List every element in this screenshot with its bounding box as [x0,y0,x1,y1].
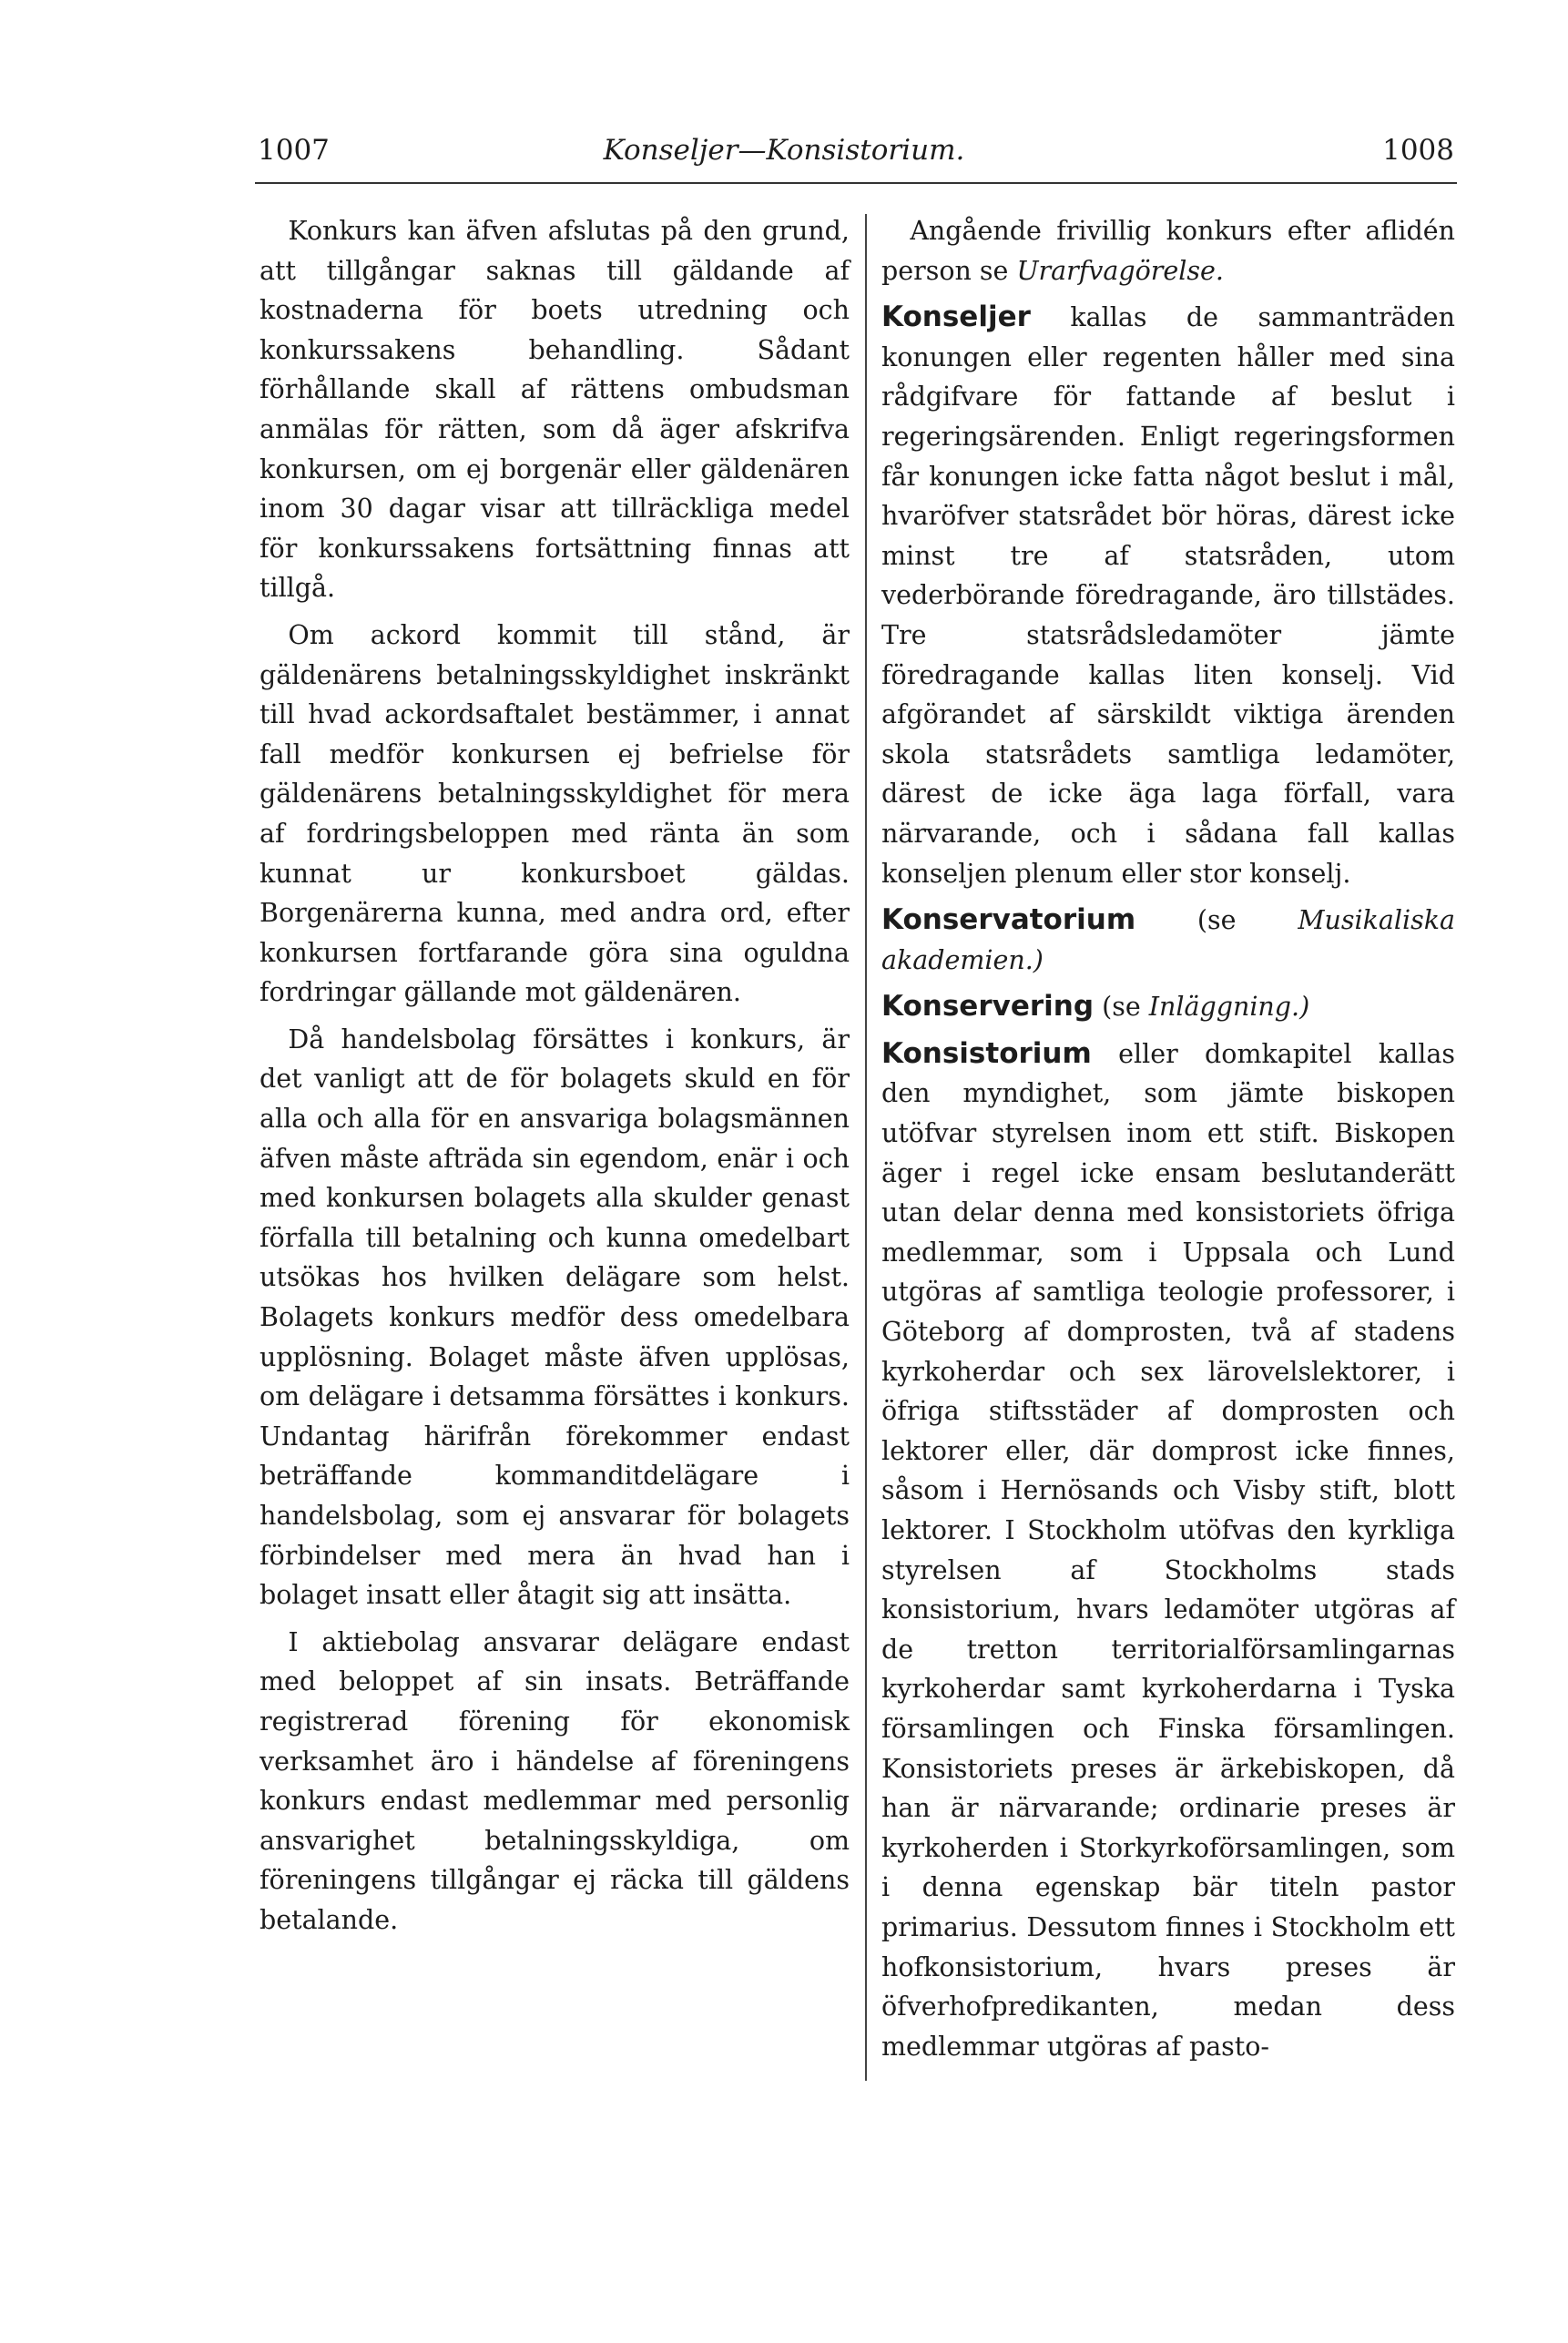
cross-reference: Musikaliska akademien.) [881,905,1455,975]
headword: Konseljer [881,301,1031,334]
headword: Konservatorium [881,903,1136,937]
entry-konservering [881,987,1455,1027]
entry-text: (se [1135,905,1298,936]
running-title: Konseljer—Konsistorium. [603,134,965,167]
intro-paragraph [881,211,1455,290]
right-page-number: 1008 [1382,134,1454,167]
entry-text: eller domkapitel kallas den myndighet, som jämte biskopen utöfvar styrelsen inom ett stift. Biskopen äger i regel icke ensam beslutanderätt utan delar denna med konsistoriets öfriga medlemmar, som i Uppsala och Lund utgöras af samtliga teologie professorer, i Göteborg af domprosten, två af stadens kyrkoherdar och sex lärovelslektorer, i öfriga stiftsstäder af domprosten och lektorer eller, där domprost icke finnes, såsom i Hernösands och Visby stift, blott lektorer. I Stockholm utöfvas den kyrkliga styrelsen af Stockholms stads konsistorium, hvars ledamöter utgöras af de tretton territorialförsamlingarnas kyrkoherdar samt kyrkoherdarna i Tyska församlingen och Finska församlingen. Konsistoriets preses är ärkebiskopen, då han är närvarande; ordinarie preses är kyrkoherden i Storkyrkoförsamlingen, som i denna egenskap bär titeln pastor primarius. Dessutom finnes i Stockholm ett hofkonsistorium, hvars preses är öfverhofpredikanten, medan dess medlemmar utgöras af pasto- [881,1038,1455,2062]
header-rule [255,182,1457,184]
column-divider [865,214,867,2081]
cross-reference: Inläggning.) [1148,992,1310,1023]
entry-konseljer [881,298,1455,893]
headword: Konsistorium [881,1036,1092,1070]
intro-text: Angående frivillig konkurs efter aflidén person se [881,216,1455,286]
paragraph: Då handelsbolag försättes i konkurs, är det vanligt att de för bolagets skuld en för alla och alla för en ansvariga bolagsmännen äfven måste afträda sin egendom, enär i och med konkursen bolagets alla skulder genast förfalla till betalning och kunna omedelbart utsökas hos hvilken delägare som helst. Bolagets konkurs medför dess omedelbara upplösning. Bolaget måste äfven upplösas, om delägare i detsamma försättes i konkurs. Undantag härifrån förekommer endast beträffande kommanditdelägare i handelsbolag, som ej ansvarar för bolagets förbindelser med mera än hvad han i bolaget insatt eller åtagit sig att insätta. [260,1024,850,1611]
paragraph: Konkurs kan äfven afslutas på den grund, att tillgångar saknas till gäldande af kostnaderna för boets utredning och konkurssakens behandling. Sådant förhållande skall af rättens ombudsman anmälas för rätten, som då äger afskrifva konkursen, om ej borgenär eller gäldenären inom 30 dagar visar att tillräckliga medel för konkurssakens fortsättning finnas att tillgå. [260,216,850,604]
entry-konservatorium [881,901,1455,980]
right-column [881,211,1455,2105]
entry-konsistorium [881,1034,1455,2066]
entry-text: (se [1094,992,1149,1023]
cross-reference: Urarfvagörelse. [1016,255,1224,286]
left-page-number: 1007 [258,134,330,167]
paragraph: I aktiebolag ansvarar delägare endast med beloppet af sin insats. Beträffande registrerad förening för ekonomisk verksamhet äro i händelse af föreningens konkurs endast medlemmar med personlig ansvarighet betalningsskyldiga, om föreningens tillgångar ej räcka till gäldens betalande. [260,1626,850,1935]
headword: Konservering [881,990,1095,1024]
paragraph: Om ackord kommit till stånd, är gäldenärens betalningsskyldighet inskränkt till hvad ackordsaftalet bestämmer, i annat fall medför konkursen ej befrielse för gäldenärens betalningsskyldighet för mera af fordringsbeloppen med ränta än som kunnat ur konkursboet gäldas. Borgenärerna kunna, med andra ord, efter konkursen fortfarande göra sina oguldna fordringar gällande mot gäldenären. [260,619,850,1008]
left-column [260,211,850,2105]
entry-text: kallas de sammanträden konungen eller regenten håller med sina rådgifvare för fattande af beslut i regeringsärenden. Enligt regeringsformen får konungen icke fatta något beslut i mål, hvaröfver statsrådet bör höras, därest icke minst tre af statsråden, utom vederbörande föredragande, äro tillstädes. Tre statsrådsledamöter jämte föredragande kallas liten konselj. Vid afgörandet af särskildt viktiga ärenden skola statsrådets samtliga ledamöter, därest de icke äga laga förfall, vara närvarande, och i sådana fall kallas konseljen plenum eller stor konselj. [881,302,1455,889]
